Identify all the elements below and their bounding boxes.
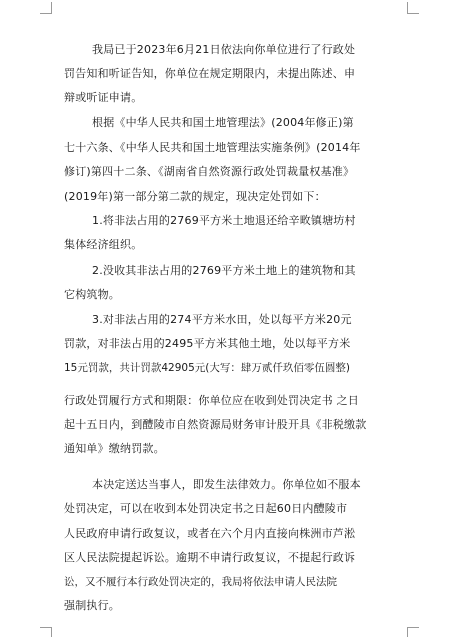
basis-line: 七十六条、《中华人民共和国土地管理法实施条例》(2014年 xyxy=(64,141,361,154)
notice-line: 我局已于2023年6月21日依法向你单位进行了行政处 xyxy=(92,43,356,56)
crop-mark-top-right-h xyxy=(407,13,419,14)
penalty-item-line: 3.对非法占用的274平方米水田，处以每平方米20元 xyxy=(92,313,352,326)
penalty-item-line: 它构筑物。 xyxy=(64,288,120,301)
basis-line: 修订)第四十二条、《湖南省自然资源行政处罚裁量权基准》 xyxy=(64,165,355,178)
effect-line: 人民政府申请行政复议，或者在六个月内直接向株洲市芦淞 xyxy=(64,527,356,540)
payment-line: 通知单》缴纳罚款。 xyxy=(64,442,165,455)
notice-line: 罚告知和听证告知，你单位在规定期限内，未提出陈述、申 xyxy=(64,67,356,80)
penalty-item-line: 15元罚款，共计罚款42905元(大写：肆万贰仟玖佰零伍圆整) xyxy=(64,362,350,374)
crop-mark-bottom-right-h xyxy=(407,627,419,628)
payment-line: 起十五日内，到醴陵市自然资源局财务审计股开具《非税缴款 xyxy=(64,418,367,431)
basis-line: (2019年)第一部分第二款的规定，现决定处罚如下： xyxy=(64,190,326,203)
crop-mark-top-right-v xyxy=(407,2,408,14)
crop-mark-bottom-left-v xyxy=(51,627,52,637)
penalty-item-line: 2.没收其非法占用的2769平方米土地上的建筑物和其 xyxy=(92,264,356,277)
effect-line: 本决定送达当事人，即发生法律效力。你单位如不服本 xyxy=(92,478,361,491)
effect-line: 处罚决定，可以在收到本处罚决定书之日起60日内醴陵市 xyxy=(64,502,348,515)
penalty-item-line: 集体经济组织。 xyxy=(64,238,143,251)
crop-mark-bottom-right-v xyxy=(407,627,408,637)
penalty-item-line: 1.将非法占用的2769平方米土地退还给辛畋镇塘坊村 xyxy=(92,214,356,227)
crop-mark-top-left-v xyxy=(51,2,52,14)
effect-line: 强制执行。 xyxy=(64,599,120,612)
basis-line: 根据《中华人民共和国土地管理法》(2004年修正)第 xyxy=(92,116,354,129)
effect-line: 讼，又不履行本行政处罚决定的，我局将依法申请人民法院 xyxy=(64,576,337,588)
penalty-item-line: 罚款，对非法占用的2495平方米其他土地，处以每平方米 xyxy=(64,337,351,350)
notice-line: 辩或听证申请。 xyxy=(64,91,143,104)
effect-line: 区人民法院提起诉讼。逾期不申请行政复议，不提起行政诉 xyxy=(64,551,356,564)
payment-line: 行政处罚履行方式和期限：你单位应在收到处罚决定书 之日 xyxy=(64,394,359,407)
